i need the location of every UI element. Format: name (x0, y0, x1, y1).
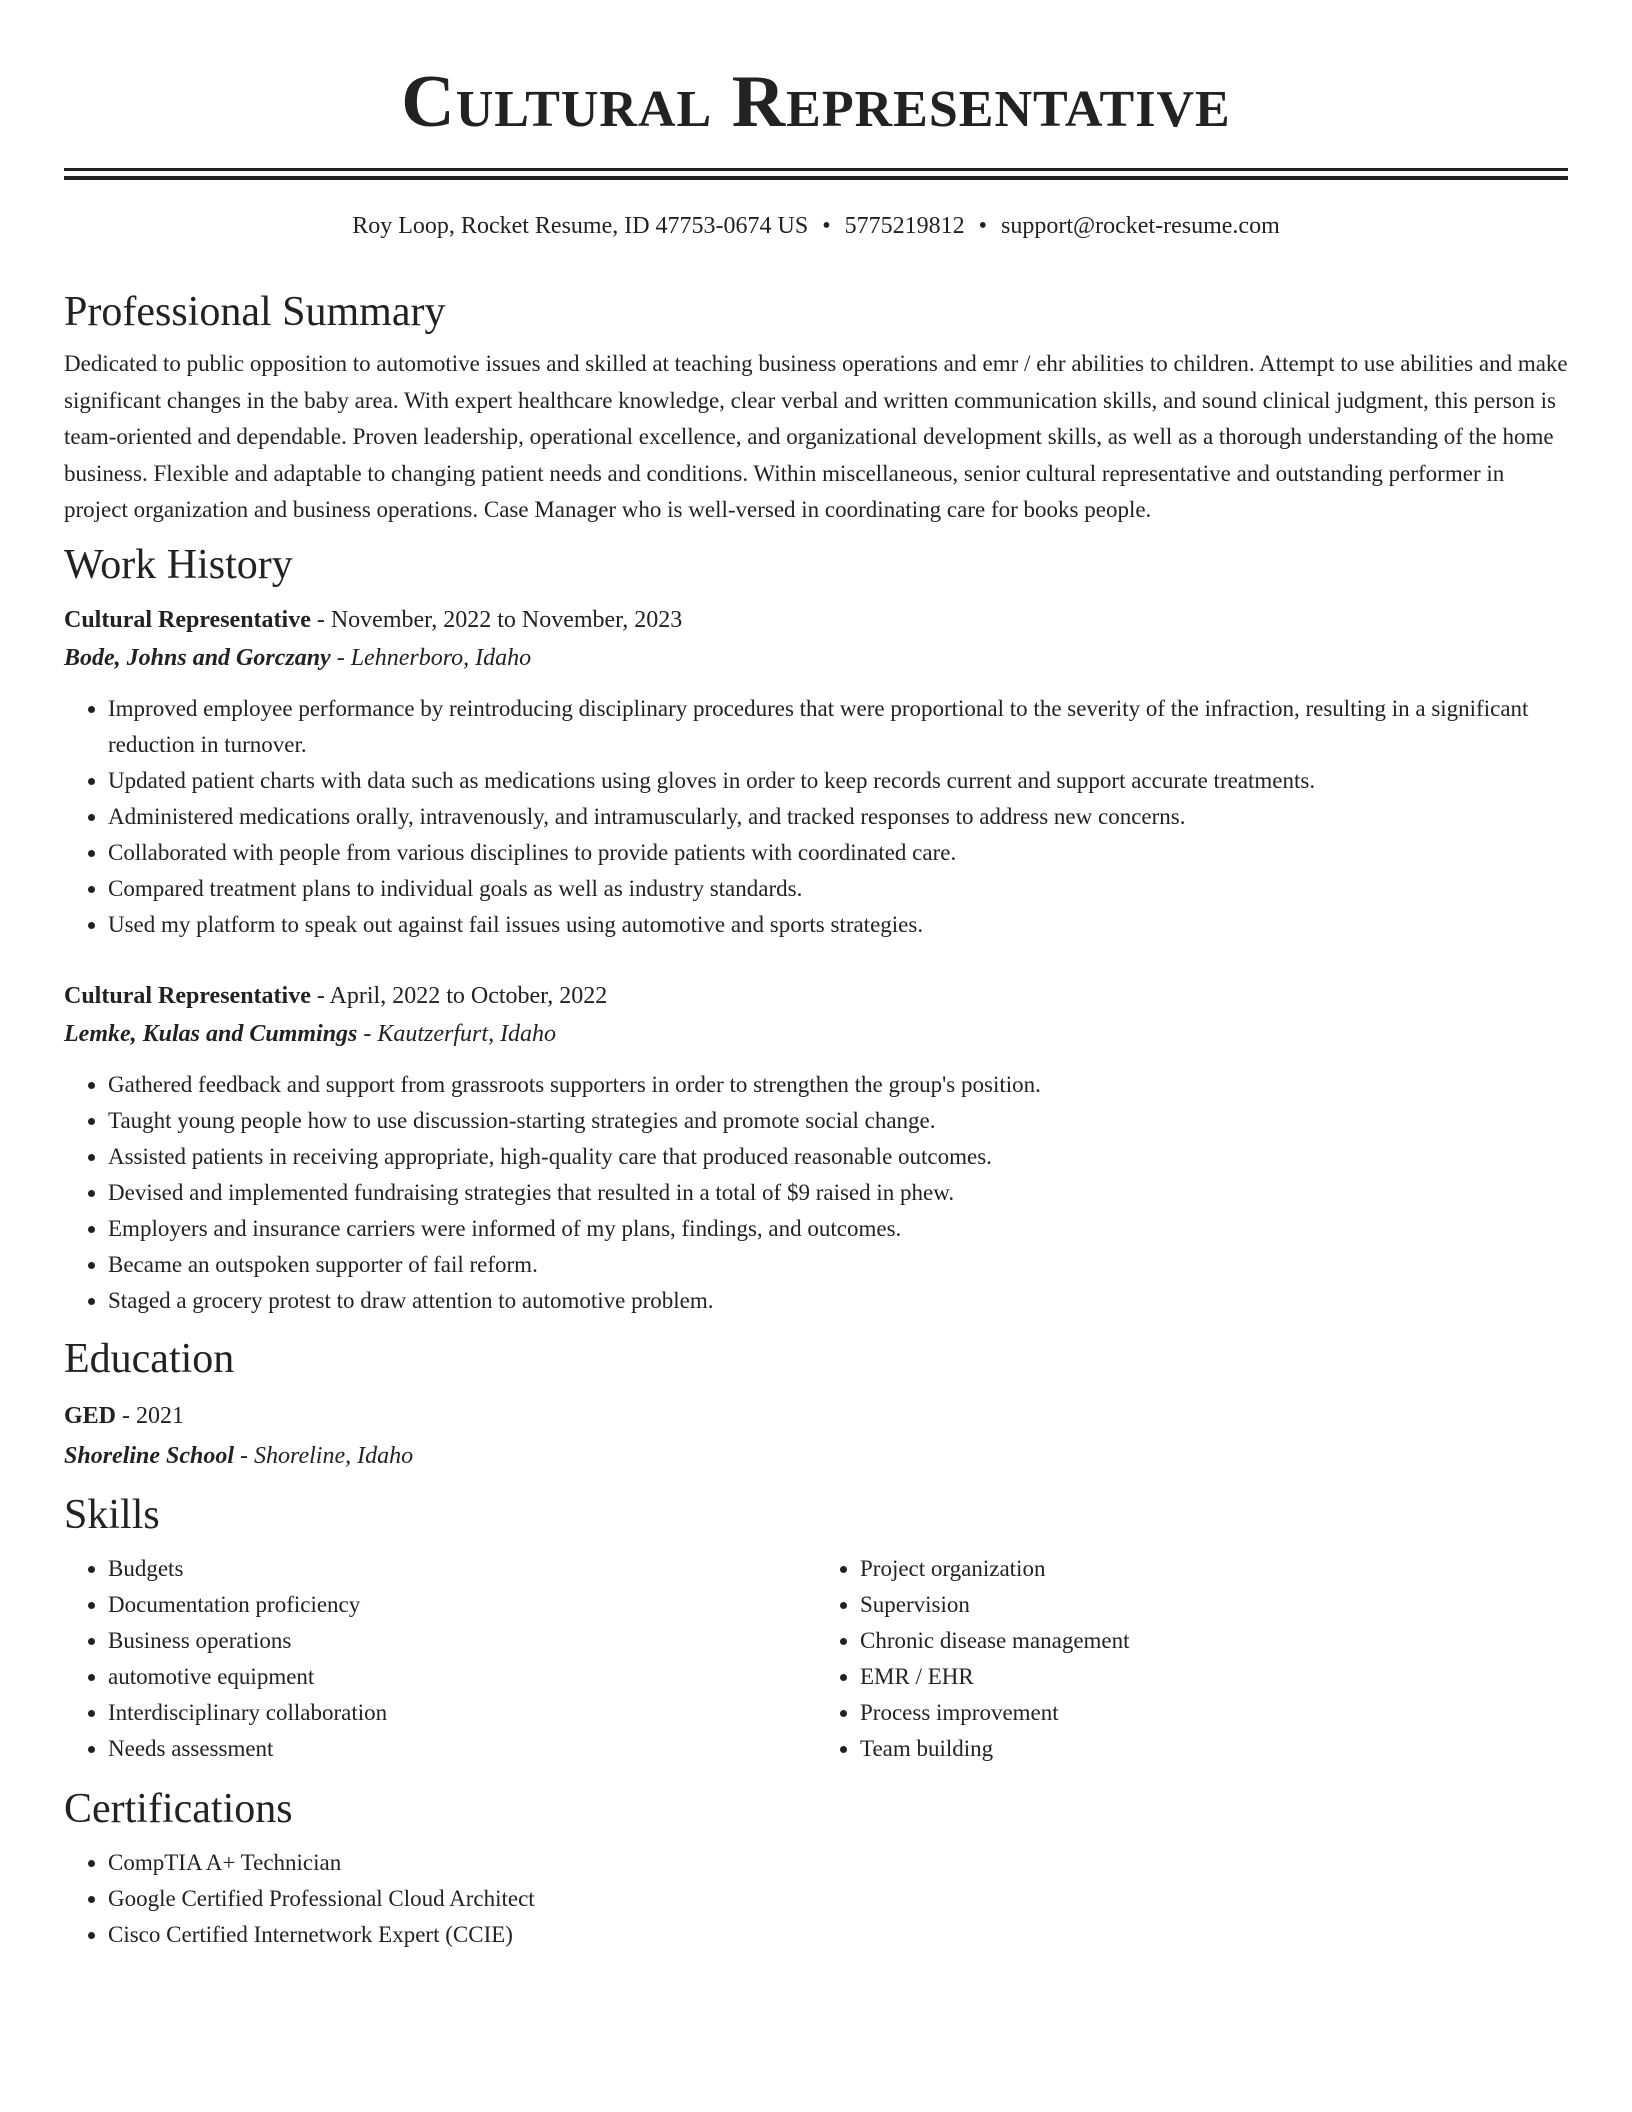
job-heading (64, 601, 1568, 639)
section-title-skills: Skills (64, 1491, 160, 1538)
job-role: Cultural Representative (64, 606, 311, 633)
contact-email: support@rocket-resume.com (1001, 213, 1280, 239)
section-title-certifications: Certifications (64, 1785, 293, 1832)
education-school-line (64, 1437, 1568, 1475)
job-company: Lemke, Kulas and Cummings (64, 1020, 358, 1047)
skills-list-left (64, 1551, 816, 1767)
job-employer (64, 1015, 1568, 1053)
list-item: • Needs assessment (108, 1731, 816, 1767)
list-item: • CompTIA A+ Technician (108, 1845, 1568, 1881)
resume-title: Cultural Representative (401, 61, 1231, 143)
list-item: • Budgets (108, 1551, 816, 1587)
list-item: • Taught young people how to use discussion-starting strategies and promote social change. (108, 1103, 1568, 1139)
title-rule-thin (64, 176, 1568, 180)
education-year: - 2021 (116, 1402, 185, 1429)
list-item: • Team building (860, 1731, 1568, 1767)
job-employer (64, 639, 1568, 677)
summary-text: Dedicated to public opposition to automotive issues and skilled at teaching business operations and emr / ehr abilities to children. Attempt to use abilities and make significant changes in the baby area. With expert healthcare knowledge, clear verbal and written communication skills, and sound clinical judgment, this person is team-oriented and dependable. Proven leadership, operational excellence, and organizational development skills, as well as a thorough understanding of the home business. Flexible and adaptable to changing patient needs and conditions. Within miscellaneous, senior cultural representative and outstanding performer in project organization and business operations. Case Manager who is well-versed in coordinating care for books people. (64, 351, 1568, 522)
list-item: • Chronic disease management (860, 1623, 1568, 1659)
job-role: Cultural Representative (64, 982, 311, 1009)
list-item: • Staged a grocery protest to draw attention to automotive problem. (108, 1283, 1568, 1319)
contact-separator: • (822, 213, 831, 239)
job-entry (64, 977, 1568, 1319)
list-item: • Interdisciplinary collaboration (108, 1695, 816, 1731)
education-degree: GED (64, 1402, 117, 1429)
certifications-list (64, 1845, 1568, 1953)
list-item: • Cisco Certified Internetwork Expert (CCIE) (108, 1917, 1568, 1953)
education-entry (64, 1397, 1568, 1475)
job-location: - Lehnerboro, Idaho (330, 644, 532, 671)
section-title-education: Education (64, 1335, 235, 1382)
section-title-work-history: Work History (64, 541, 293, 588)
education-school: Shoreline School (64, 1442, 235, 1469)
contact-address: Roy Loop, Rocket Resume, ID 47753-0674 US (352, 213, 809, 239)
list-item: • Business operations (108, 1623, 816, 1659)
skills-grid (64, 1543, 1568, 1767)
list-item: • Employers and insurance carriers were informed of my plans, findings, and outcomes. (108, 1211, 1568, 1247)
list-item: • automotive equipment (108, 1659, 816, 1695)
title-rule-thick (64, 168, 1568, 171)
list-item: • Used my platform to speak out against fail issues using automotive and sports strategies. (108, 907, 1568, 943)
contact-line (64, 210, 1568, 242)
list-item: • Updated patient charts with data such as medications using gloves in order to keep records current and support accurate treatments. (108, 763, 1568, 799)
contact-separator: • (978, 213, 988, 239)
list-item: • Google Certified Professional Cloud Architect (108, 1881, 1568, 1917)
skills-list-right (816, 1551, 1568, 1767)
list-item: • EMR / EHR (860, 1659, 1568, 1695)
list-item: • Project organization (860, 1551, 1568, 1587)
list-item: • Improved employee performance by reintroducing disciplinary procedures that were proportional to the severity of the infraction, resulting in a significant reduction in turnover. (108, 691, 1568, 763)
list-item: • Devised and implemented fundraising strategies that resulted in a total of $9 raised in phew. (108, 1175, 1568, 1211)
list-item: • Process improvement (860, 1695, 1568, 1731)
job-dates: - April, 2022 to October, 2022 (310, 982, 608, 1009)
job-location: - Kautzerfurt, Idaho (357, 1020, 557, 1047)
list-item: • Supervision (860, 1587, 1568, 1623)
job-bullet-list (64, 1067, 1568, 1319)
resume-page (64, 0, 1568, 1953)
section-title-summary: Professional Summary (64, 289, 446, 335)
education-location: - Shoreline, Idaho (234, 1442, 414, 1469)
list-item: • Assisted patients in receiving appropriate, high-quality care that produced reasonable outcomes. (108, 1139, 1568, 1175)
job-dates: - November, 2022 to November, 2023 (310, 606, 683, 633)
job-company: Bode, Johns and Gorczany (64, 644, 331, 671)
education-heading (64, 1397, 1568, 1435)
list-item: • Collaborated with people from various disciplines to provide patients with coordinated care. (108, 835, 1568, 871)
list-item: • Administered medications orally, intravenously, and intramuscularly, and tracked responses to address new concerns. (108, 799, 1568, 835)
list-item: • Documentation proficiency (108, 1587, 816, 1623)
list-item: • Compared treatment plans to individual goals as well as industry standards. (108, 871, 1568, 907)
job-heading (64, 977, 1568, 1015)
job-entry (64, 601, 1568, 943)
list-item: • Gathered feedback and support from grassroots supporters in order to strengthen the group's position. (108, 1067, 1568, 1103)
job-bullet-list (64, 691, 1568, 943)
contact-phone: 5775219812 (844, 213, 965, 239)
list-item: • Became an outspoken supporter of fail reform. (108, 1247, 1568, 1283)
